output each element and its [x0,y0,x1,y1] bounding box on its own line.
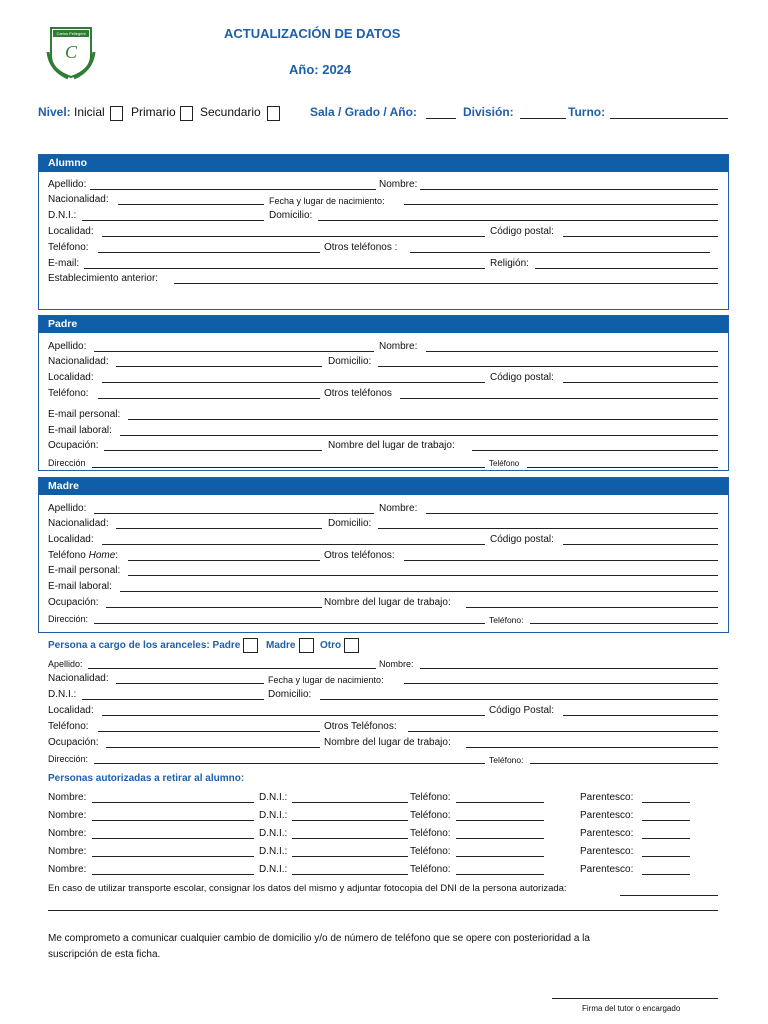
aranceles-domicilio-input[interactable] [320,699,718,700]
autorizada-parentesco-input[interactable] [642,838,690,839]
padre-nombre-label: Nombre: [379,341,418,352]
aranceles-otro-label: Otro [320,640,342,651]
autorizada-dni-input[interactable] [292,802,408,803]
year-label: Año: 2024 [289,62,352,77]
madre-email-personal-label: E-mail personal: [48,565,121,576]
autorizada-nombre-label: Nombre: [48,846,87,857]
autorizada-telefono-label: Teléfono: [410,810,451,821]
school-logo [46,22,96,80]
transporte-input-2[interactable] [48,910,718,911]
aranceles-otros-tel-input[interactable] [408,731,718,732]
logo-text: Carlos Pellegrini [56,31,86,36]
autorizada-nombre-input[interactable] [92,820,254,821]
aranceles-dni-label: D.N.I.: [48,689,77,700]
autorizada-dni-label: D.N.I.: [259,810,288,821]
padre-nacionalidad-input[interactable] [116,366,322,367]
aranceles-nombre-label: Nombre: [379,659,414,669]
madre-telefono-home-label: Teléfono Home: [48,550,119,561]
autorizada-parentesco-input[interactable] [642,802,690,803]
autorizada-parentesco-label: Parentesco: [580,846,634,857]
madre-otros-tel-input[interactable] [404,560,718,561]
padre-lugar-trabajo-label: Nombre del lugar de trabajo: [328,440,455,451]
madre-nombre-label: Nombre: [379,503,418,514]
autorizada-nombre-label: Nombre: [48,828,87,839]
madre-ocupacion-label: Ocupación: [48,597,99,608]
madre-otros-tel-label: Otros teléfonos: [324,550,395,561]
padre-domicilio-input[interactable] [378,366,718,367]
turno-label: Turno: [568,105,606,119]
aranceles-fecha-label: Fecha y lugar de nacimiento: [268,675,384,685]
madre-email-laboral-input[interactable] [120,591,718,592]
autorizada-dni-input[interactable] [292,856,408,857]
padre-localidad-input[interactable] [102,382,485,383]
alumno-dni-input[interactable] [82,220,264,221]
madre-email-personal-input[interactable] [128,575,718,576]
madre-localidad-input[interactable] [102,544,485,545]
firma-line[interactable] [552,998,718,999]
padre-telefono-input[interactable] [98,398,320,399]
autorizada-telefono-input[interactable] [456,874,544,875]
secundario-checkbox[interactable] [267,106,280,121]
madre-apellido-input[interactable] [94,513,374,514]
alumno-otros-tel-input[interactable] [410,252,710,253]
aranceles-nacionalidad-label: Nacionalidad: [48,673,109,684]
autorizada-nombre-label: Nombre: [48,864,87,875]
autorizada-parentesco-input[interactable] [642,820,690,821]
autorizada-dni-label: D.N.I.: [259,846,288,857]
madre-domicilio-label: Domicilio: [328,518,372,529]
autorizada-parentesco-label: Parentesco: [580,810,634,821]
madre-ocupacion-input[interactable] [106,607,322,608]
compromiso-line-1: Me comprometo a comunicar cualquier cambio de domicilio y/o de número de teléfono que se opere con posterioridad a la [48,933,590,944]
firma-label: Firma del tutor o encargado [582,1004,681,1013]
inicial-label: Inicial [74,105,105,119]
autorizada-telefono-label: Teléfono: [410,792,451,803]
padre-nacionalidad-label: Nacionalidad: [48,356,109,367]
alumno-localidad-label: Localidad: [48,226,94,237]
alumno-fecha-input[interactable] [404,204,718,205]
alumno-nombre-input[interactable] [420,189,718,190]
madre-cp-label: Código postal: [490,534,554,545]
padre-tel-trabajo-label: Teléfono [489,459,520,468]
alumno-email-label: E-mail: [48,258,80,269]
alumno-nacionalidad-label: Nacionalidad: [48,194,109,205]
padre-email-personal-input[interactable] [128,419,718,420]
transporte-text: En caso de utilizar transporte escolar, consignar los datos del mismo y adjuntar fotocopia del DNI de la persona autorizada: [48,883,567,894]
autorizada-parentesco-label: Parentesco: [580,864,634,875]
aranceles-domicilio-label: Domicilio: [268,689,312,700]
padre-nombre-input[interactable] [426,351,718,352]
padre-tel-trabajo-input[interactable] [527,467,718,468]
madre-email-laboral-label: E-mail laboral: [48,581,112,592]
padre-email-personal-label: E-mail personal: [48,409,121,420]
secundario-label: Secundario [200,105,261,119]
autorizada-nombre-input[interactable] [92,802,254,803]
autorizada-row [0,828,768,842]
padre-lugar-trabajo-input[interactable] [472,450,718,451]
autorizada-dni-label: D.N.I.: [259,792,288,803]
padre-title: Padre [39,316,728,333]
primario-label: Primario [131,105,176,119]
alumno-cp-label: Código postal: [490,226,554,237]
autorizada-dni-input[interactable] [292,838,408,839]
autorizada-telefono-input[interactable] [456,820,544,821]
alumno-apellido-input[interactable] [90,189,376,190]
alumno-domicilio-input[interactable] [318,220,718,221]
autorizada-parentesco-input[interactable] [642,856,690,857]
madre-direccion-input[interactable] [94,623,485,624]
alumno-email-input[interactable] [84,268,485,269]
sala-input[interactable] [426,118,456,119]
aranceles-tel-trabajo-label: Teléfono: [489,755,524,765]
madre-tel-trabajo-label: Teléfono: [489,615,524,625]
aranceles-otro-checkbox[interactable] [344,638,359,653]
alumno-telefono-label: Teléfono: [48,242,89,253]
alumno-apellido-label: Apellido: [48,179,87,190]
madre-localidad-label: Localidad: [48,534,94,545]
autorizada-nombre-input[interactable] [92,856,254,857]
aranceles-dni-input[interactable] [82,699,264,700]
padre-direccion-input[interactable] [92,467,485,468]
alumno-telefono-input[interactable] [98,252,320,253]
aranceles-lugar-trabajo-input[interactable] [466,747,718,748]
aranceles-madre-label: Madre [266,640,296,651]
autorizada-parentesco-input[interactable] [642,874,690,875]
madre-apellido-label: Apellido: [48,503,87,514]
autorizada-dni-label: D.N.I.: [259,828,288,839]
padre-cp-label: Código postal: [490,372,554,383]
alumno-nacionalidad-input[interactable] [118,204,264,205]
alumno-otros-tel-label: Otros teléfonos : [324,242,398,253]
autorizada-dni-label: D.N.I.: [259,864,288,875]
level-row [38,105,738,123]
aranceles-nacionalidad-input[interactable] [116,683,264,684]
padre-apellido-label: Apellido: [48,341,87,352]
aranceles-localidad-input[interactable] [102,715,485,716]
aranceles-apellido-input[interactable] [88,668,376,669]
madre-lugar-trabajo-label: Nombre del lugar de trabajo: [324,597,451,608]
madre-lugar-trabajo-input[interactable] [466,607,718,608]
padre-apellido-input[interactable] [94,351,374,352]
sala-label: Sala / Grado / Año: [310,105,417,119]
inicial-checkbox[interactable] [110,106,123,121]
autorizada-dni-input[interactable] [292,820,408,821]
madre-nacionalidad-input[interactable] [116,528,322,529]
aranceles-direccion-label: Dirección: [48,754,89,764]
autorizada-telefono-label: Teléfono: [410,828,451,839]
padre-telefono-label: Teléfono: [48,388,89,399]
autorizada-dni-input[interactable] [292,874,408,875]
padre-otros-tel-label: Otros teléfonos [324,388,392,399]
padre-direccion-label: Dirección [48,458,86,468]
autorizada-row [0,846,768,860]
madre-nacionalidad-label: Nacionalidad: [48,518,109,529]
autorizada-nombre-input[interactable] [92,874,254,875]
aranceles-tel-trabajo-input[interactable] [530,763,718,764]
madre-direccion-label: Dirección: [48,614,89,624]
alumno-title: Alumno [39,155,728,172]
autorizada-parentesco-label: Parentesco: [580,792,634,803]
aranceles-telefono-input[interactable] [98,731,320,732]
nivel-label: Nivel: [38,105,71,119]
alumno-nombre-label: Nombre: [379,179,418,190]
division-label: División: [463,105,514,119]
madre-tel-trabajo-input[interactable] [530,623,718,624]
aranceles-nombre-input[interactable] [420,668,718,669]
alumno-cp-input[interactable] [563,236,718,237]
madre-telefono-home-input[interactable] [128,560,320,561]
autorizada-telefono-label: Teléfono: [410,864,451,875]
padre-otros-tel-input[interactable] [400,398,718,399]
autorizada-parentesco-label: Parentesco: [580,828,634,839]
madre-cp-input[interactable] [563,544,718,545]
aranceles-cp-label: Código Postal: [489,705,555,716]
alumno-localidad-input[interactable] [102,236,485,237]
aranceles-otros-tel-label: Otros Teléfonos: [324,721,397,732]
aranceles-label: Persona a cargo de los aranceles: Padre [48,640,241,651]
padre-localidad-label: Localidad: [48,372,94,383]
page-title: ACTUALIZACIÓN DE DATOS [224,26,401,41]
padre-email-laboral-label: E-mail laboral: [48,425,112,436]
autorizadas-title: Personas autorizadas a retirar al alumno: [48,773,245,784]
alumno-fecha-label: Fecha y lugar de nacimiento: [269,196,385,206]
svg-text:C: C [64,42,78,62]
madre-domicilio-input[interactable] [378,528,718,529]
aranceles-madre-checkbox[interactable] [299,638,314,653]
autorizada-telefono-label: Teléfono: [410,846,451,857]
aranceles-direccion-input[interactable] [94,763,485,764]
aranceles-apellido-label: Apellido: [48,659,83,669]
aranceles-telefono-label: Teléfono: [48,721,89,732]
aranceles-row [48,638,448,654]
madre-title: Madre [39,478,728,495]
division-input[interactable] [520,118,566,119]
autorizada-nombre-label: Nombre: [48,810,87,821]
aranceles-ocupacion-label: Ocupación: [48,737,99,748]
autorizada-row [0,792,768,806]
alumno-domicilio-label: Domicilio: [269,210,313,221]
padre-domicilio-label: Domicilio: [328,356,372,367]
aranceles-localidad-label: Localidad: [48,705,94,716]
madre-nombre-input[interactable] [426,513,718,514]
aranceles-ocupacion-input[interactable] [106,747,320,748]
transporte-input[interactable] [620,895,718,896]
aranceles-fecha-input[interactable] [404,683,718,684]
padre-email-laboral-input[interactable] [120,435,718,436]
compromiso-line-2: suscripción de esta ficha. [48,949,161,960]
autorizada-telefono-input[interactable] [456,856,544,857]
autorizada-row [0,864,768,878]
primario-checkbox[interactable] [180,106,193,121]
autorizada-nombre-input[interactable] [92,838,254,839]
autorizada-telefono-input[interactable] [456,802,544,803]
turno-input[interactable] [610,118,728,119]
alumno-dni-label: D.N.I.: [48,210,77,221]
aranceles-lugar-trabajo-label: Nombre del lugar de trabajo: [324,737,451,748]
padre-ocupacion-label: Ocupación: [48,440,99,451]
aranceles-padre-checkbox[interactable] [243,638,258,653]
padre-ocupacion-input[interactable] [104,450,322,451]
autorizada-row [0,810,768,824]
alumno-establecimiento-input[interactable] [174,283,718,284]
aranceles-cp-input[interactable] [563,715,718,716]
alumno-religion-label: Religión: [490,258,529,269]
padre-cp-input[interactable] [563,382,718,383]
alumno-establecimiento-label: Establecimiento anterior: [48,273,159,284]
alumno-religion-input[interactable] [535,268,718,269]
autorizada-telefono-input[interactable] [456,838,544,839]
autorizada-nombre-label: Nombre: [48,792,87,803]
